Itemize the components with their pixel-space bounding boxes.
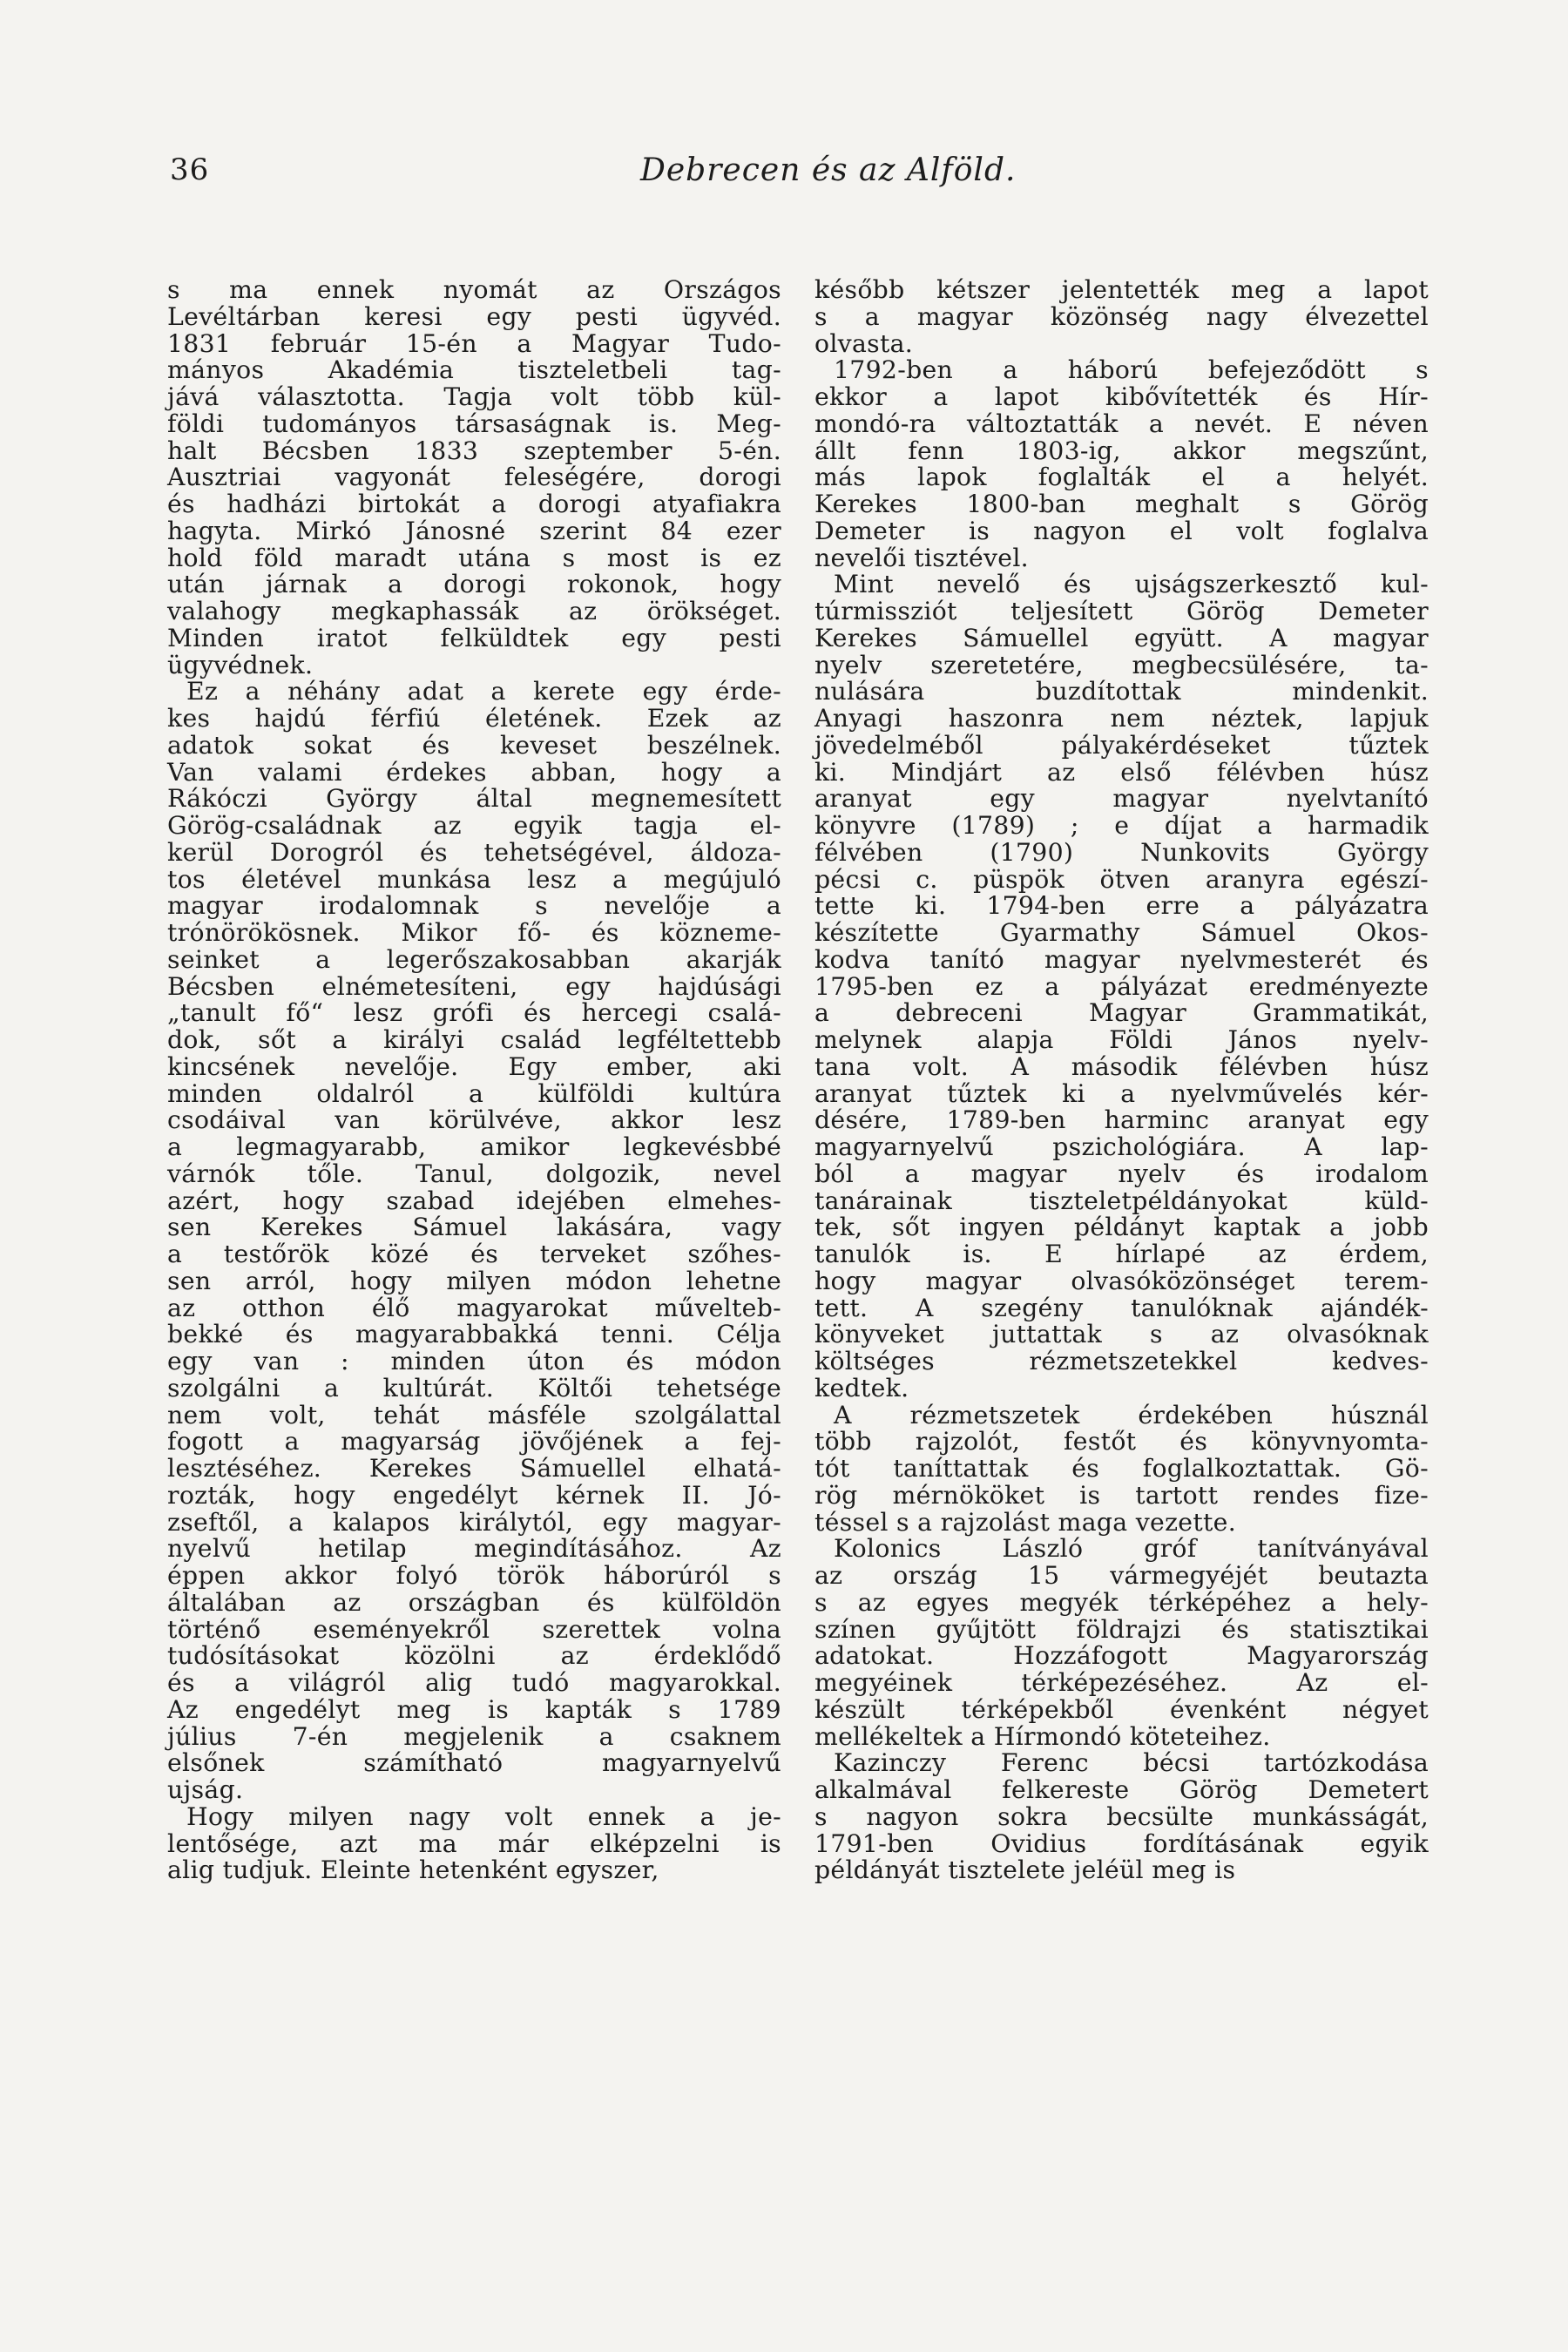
text-line: rozták, hogy engedélyt kérnek II. Jó-	[167, 1480, 781, 1510]
text-line: Kerekes 1800-ban meghalt s Görög	[814, 490, 1429, 518]
text-line: valahogy megkaphassák az örökséget.	[167, 597, 781, 625]
paragraph	[167, 679, 781, 1804]
text-line: készítette Gyarmathy Sámuel Okos-	[814, 918, 1429, 947]
text-line: megyéinek térképezéséhez. Az el-	[814, 1668, 1429, 1697]
text-line: Van valami érdekes abban, hogy a	[167, 757, 781, 787]
text-line: Ausztriai vagyonát feleségére, dorogi	[167, 463, 781, 492]
running-title: Debrecen és az Alföld.	[640, 152, 1017, 188]
text-line: ügyvédnek.	[167, 650, 314, 679]
text-line: túrmissziót teljesített Görög Demeter	[814, 597, 1429, 625]
text-line: Ez a néhány adat a kerete egy érde-	[186, 677, 781, 706]
text-line: elsőnek számítható magyarnyelvű	[167, 1748, 781, 1778]
text-line: általában az országban és külföldön	[167, 1587, 781, 1617]
text-line: történő eseményekről szerettek volna	[167, 1614, 781, 1644]
text-line: adatokat. Hozzáfogott Magyarország	[814, 1641, 1429, 1671]
text-line: magyarnyelvű pszichológiára. A lap-	[814, 1132, 1429, 1161]
text-line: Hogy milyen nagy volt ennek a je-	[186, 1801, 781, 1831]
text-line: félvében (1790) Nunkovits György	[814, 837, 1429, 867]
text-line: melynek alapja Földi János nyelv-	[814, 1025, 1429, 1054]
text-line: aranyat egy magyar nyelvtanító	[814, 784, 1429, 814]
text-line: désére, 1789-ben harminc aranyat egy	[814, 1105, 1429, 1135]
text-line: az ország 15 vármegyéjét beutazta	[814, 1561, 1429, 1590]
text-line: egy van : minden úton és módon	[167, 1347, 781, 1375]
text-line: nulására buzdítottak mindenkit.	[814, 677, 1429, 706]
left-column	[167, 277, 781, 1884]
page-number: 36	[170, 152, 210, 187]
text-line: sen Kerekes Sámuel lakására, vagy	[167, 1213, 781, 1242]
text-line: szolgálni a kultúrát. Költői tehetsége	[167, 1373, 781, 1402]
text-line: seinket a legerőszakosabban akarják	[167, 944, 781, 974]
text-line: kodva tanító magyar nyelvmesterét és	[814, 944, 1429, 974]
text-line: könyveket juttattak s az olvasóknak	[814, 1320, 1429, 1349]
text-line: és hadházi birtokát a dorogi atyafiakra	[167, 490, 781, 518]
text-line: 1792-ben a háború befejeződött s	[834, 355, 1429, 385]
text-line: alkalmával felkereste Görög Demetert	[814, 1775, 1429, 1804]
text-line: tek, sőt ingyen példányt kaptak a jobb	[814, 1213, 1429, 1242]
text-line: tos életével munkása lesz a megújuló	[167, 864, 781, 894]
text-line: Mint nevelő és ujságszerkesztő kul-	[834, 570, 1429, 599]
text-line: ekkor a lapot kibővítették és Hír-	[814, 382, 1429, 411]
page-header	[170, 152, 1429, 205]
paragraph	[814, 1402, 1429, 1537]
text-line: július 7-én megjelenik a csaknem	[167, 1721, 781, 1751]
paragraph	[814, 357, 1429, 571]
text-line: Levéltárban keresi egy pesti ügyvéd.	[167, 301, 781, 331]
text-line: földi tudományos társaságnak is. Meg-	[167, 409, 781, 438]
text-line: és a világról alig tudó magyarokkal.	[167, 1668, 781, 1697]
text-line: az otthon élő magyarokat művelteb-	[167, 1293, 781, 1322]
text-line: pécsi c. püspök ötven aranyra egészí-	[814, 864, 1429, 894]
text-line: nyelv szeretetére, megbecsülésére, ta-	[814, 650, 1429, 679]
text-line: hold föld maradt utána s most is ez	[167, 543, 781, 572]
text-line: 1791-ben Ovidius fordításának egyik	[814, 1828, 1429, 1858]
text-line: halt Bécsben 1833 szeptember 5-én.	[167, 436, 781, 465]
right-column	[814, 277, 1429, 1884]
text-line: nyelvű hetilap megindításához. Az	[167, 1534, 781, 1564]
text-line: több rajzolót, festőt és könyvnyomta-	[814, 1427, 1429, 1456]
text-line: olvasta.	[814, 328, 914, 358]
text-line: s az egyes megyék térképéhez a hely-	[814, 1587, 1429, 1617]
text-line: sen arról, hogy milyen módon lehetne	[167, 1266, 781, 1295]
text-line: később kétszer jelentették meg a lapot	[814, 275, 1429, 304]
text-line: Az engedélyt meg is kapták s 1789	[167, 1694, 781, 1724]
text-line: állt fenn 1803-ig, akkor megszűnt,	[814, 436, 1429, 465]
text-line: tett. A szegény tanulóknak ajándék-	[814, 1293, 1429, 1322]
text-line: más lapok foglalták el a helyét.	[814, 463, 1429, 492]
text-line: a legmagyarabb, amikor legkevésbbé	[167, 1132, 781, 1161]
text-line: s ma ennek nyomát az Országos	[167, 275, 781, 304]
text-line: készült térképekből évenként négyet	[814, 1694, 1429, 1724]
text-line: Kerekes Sámuellel együtt. A magyar	[814, 623, 1429, 652]
text-line: tót taníttattak és foglalkoztattak. Gö-	[814, 1454, 1429, 1483]
text-line: minden oldalról a külföldi kultúra	[167, 1078, 781, 1108]
text-line: után járnak a dorogi rokonok, hogy	[167, 570, 781, 599]
text-line: bekké és magyarabbakká tenni. Célja	[167, 1320, 781, 1349]
text-line: adatok sokat és keveset beszélnek.	[167, 730, 781, 760]
text-line: színen gyűjtött földrajzi és statisztikai	[814, 1614, 1429, 1644]
text-line: Kolonics László gróf tanítványával	[834, 1534, 1429, 1564]
text-line: várnók tőle. Tanul, dolgozik, nevel	[167, 1159, 781, 1188]
paragraph	[814, 571, 1429, 1402]
text-line: kerül Dorogról és tehetségével, áldoza-	[167, 837, 781, 867]
text-line: tana volt. A második félévben húsz	[814, 1051, 1429, 1081]
text-line: jövedelméből pályakérdéseket tűztek	[814, 730, 1429, 760]
text-line: lentősége, azt ma már elképzelni is	[167, 1828, 781, 1858]
text-line: mellékeltek a Hírmondó köteteihez.	[814, 1721, 1271, 1751]
text-line: hagyta. Mirkó Jánosné szerint 84 ezer	[167, 516, 781, 545]
text-line: magyar irodalomnak s nevelője a	[167, 891, 781, 921]
text-line: nem volt, tehát másféle szolgálattal	[167, 1400, 781, 1429]
text-line: fogott a magyarság jövőjének a fej-	[167, 1427, 781, 1456]
text-line: rög mérnököket is tartott rendes fize-	[814, 1480, 1429, 1510]
text-line: jává választotta. Tagja volt több kül-	[167, 382, 781, 411]
text-line: kes hajdú férfiú életének. Ezek az	[167, 704, 781, 733]
text-line: Demeter is nagyon el volt foglalva	[814, 516, 1429, 545]
paragraph	[814, 1536, 1429, 1750]
text-line: Minden iratot felküldtek egy pesti	[167, 623, 781, 652]
text-line: Kazinczy Ferenc bécsi tartózkodása	[834, 1748, 1429, 1778]
text-line: hogy magyar olvasóközönséget terem-	[814, 1266, 1429, 1295]
text-line: s a magyar közönség nagy élvezettel	[814, 301, 1429, 331]
text-line: „tanult fő“ lesz grófi és hercegi csalá-	[167, 998, 781, 1028]
text-line: A rézmetszetek érdekében húsznál	[834, 1400, 1429, 1429]
text-line: s nagyon sokra becsülte munkásságát,	[814, 1801, 1429, 1831]
text-line: kincsének nevelője. Egy ember, aki	[167, 1051, 781, 1081]
paragraph	[167, 277, 781, 679]
text-line: Rákóczi György által megnemesített	[167, 784, 781, 814]
text-line: mondó-ra változtatták a nevét. E néven	[814, 409, 1429, 438]
text-line: tanárainak tiszteletpéldányokat küld-	[814, 1186, 1429, 1215]
text-line: ujság.	[167, 1775, 244, 1804]
text-line: aranyat tűztek ki a nyelvművelés kér-	[814, 1078, 1429, 1108]
text-line: éppen akkor folyó török háborúról s	[167, 1561, 781, 1590]
text-line: ki. Mindjárt az első félévben húsz	[814, 757, 1429, 787]
text-line: Görög-családnak az egyik tagja el-	[167, 811, 781, 840]
text-line: alig tudjuk. Eleinte hetenként egyszer,	[167, 1855, 659, 1885]
text-line: költséges rézmetszetekkel kedves-	[814, 1347, 1429, 1375]
text-line: téssel s a rajzolást maga vezette.	[814, 1507, 1237, 1537]
text-line: tudósításokat közölni az érdeklődő	[167, 1641, 781, 1671]
text-line: tanulók is. E hírlapé az érdem,	[814, 1240, 1429, 1268]
text-line: Anyagi haszonra nem néztek, lapjuk	[814, 704, 1429, 733]
text-line: kedtek.	[814, 1373, 909, 1402]
text-line: mányos Akadémia tiszteletbeli tag-	[167, 355, 781, 385]
text-line: dok, sőt a királyi család legféltettebb	[167, 1025, 781, 1054]
text-line: a testőrök közé és terveket szőhes-	[167, 1240, 781, 1268]
text-line: zseftől, a kalapos királytól, egy magyar-	[167, 1507, 781, 1537]
text-line: 1831 február 15-én a Magyar Tudo-	[167, 328, 781, 358]
text-line: 1795-ben ez a pályázat eredményezte	[814, 971, 1429, 1001]
text-line: tette ki. 1794-ben erre a pályázatra	[814, 891, 1429, 921]
text-line: Bécsben elnémetesíteni, egy hajdúsági	[167, 971, 781, 1001]
text-line: lesztéséhez. Kerekes Sámuellel elhatá-	[167, 1454, 781, 1483]
paragraph	[814, 1750, 1429, 1884]
text-line: a debreceni Magyar Grammatikát,	[814, 998, 1429, 1028]
text-line: könyvre (1789) ; e díjat a harmadik	[814, 811, 1429, 840]
text-line: nevelői tisztével.	[814, 543, 1029, 572]
text-line: trónörökösnek. Mikor fő- és közneme-	[167, 918, 781, 947]
text-line: példányát tisztelete jeléül meg is	[814, 1855, 1236, 1885]
text-line: azért, hogy szabad idejében elmehes-	[167, 1186, 781, 1215]
paragraph	[167, 1801, 781, 1885]
paragraph	[814, 277, 1429, 357]
text-line: ból a magyar nyelv és irodalom	[814, 1159, 1429, 1188]
text-line: csodáival van körülvéve, akkor lesz	[167, 1105, 781, 1135]
